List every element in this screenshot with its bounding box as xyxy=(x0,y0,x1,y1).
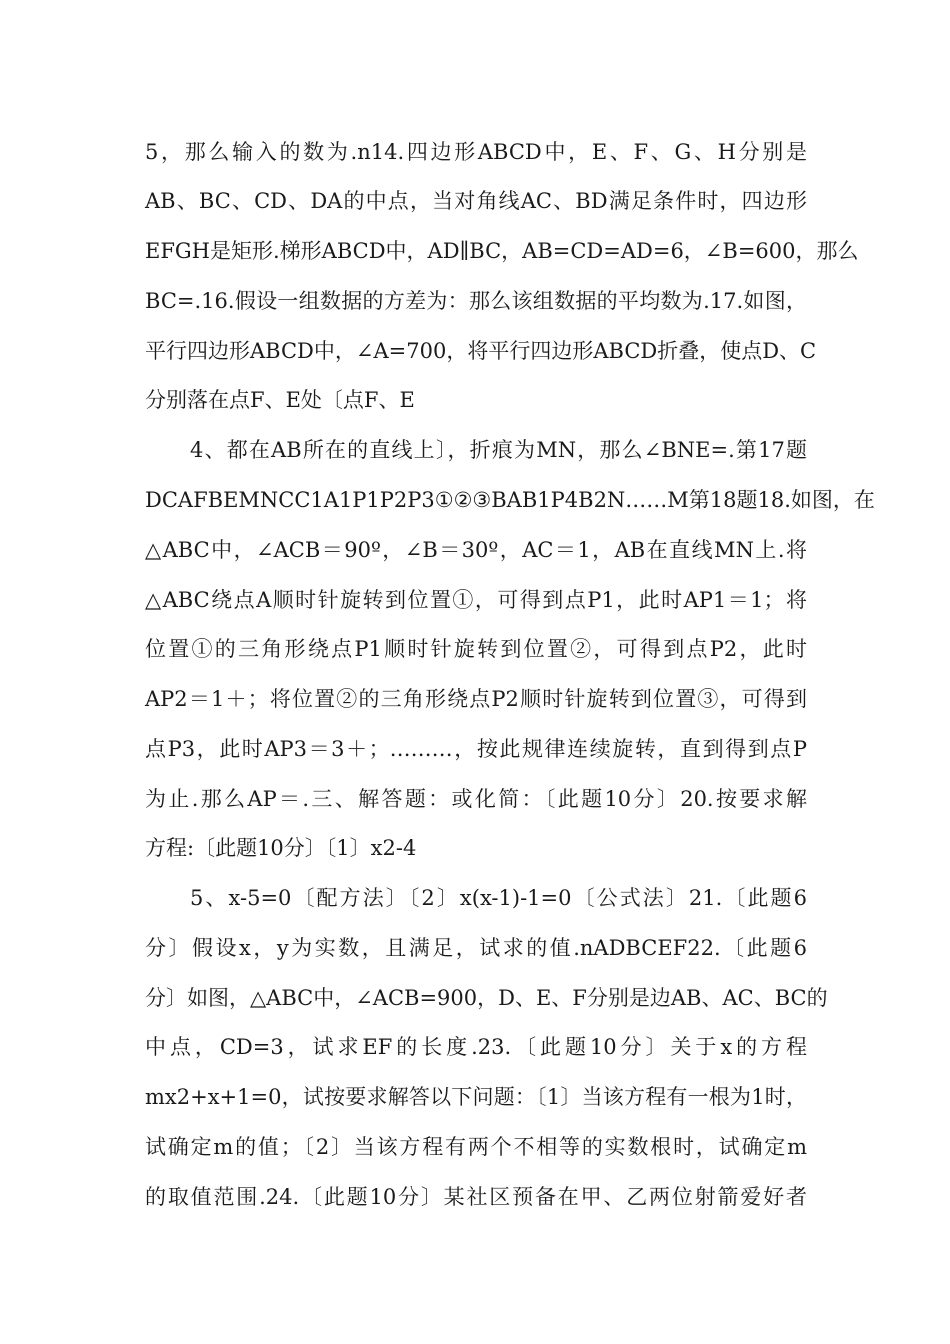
text-line-11: 位置①的三角形绕点P1顺时针旋转到位置②，可得到点P2，此时 xyxy=(145,637,807,661)
text-line-5: 平行四边形ABCD中，∠A=700，将平行四边形ABCD折叠，使点D、C xyxy=(145,339,817,363)
text-line-16: 5、x-5=0〔配方法〕〔2〕x(x-1)-1=0〔公式法〕21.〔此题6 xyxy=(190,886,807,910)
text-line-15: 方程:〔此题10分〕〔1〕x2-4 xyxy=(145,836,417,860)
text-line-14: 为止.那么AP＝.三、解答题：或化简：〔此题10分〕20.按要求解 xyxy=(145,787,807,811)
text-line-17: 分〕假设x，y为实数，且满足，试求的值.nADBCEF22.〔此题6 xyxy=(145,936,807,960)
text-line-8: DCAFBEMNCC1A1P1P2P3①②③BAB1P4B2N……M第18题18.如图，在 xyxy=(145,488,875,512)
text-line-9: △ABC中，∠ACB＝90º，∠B＝30º，AC＝1，AB在直线MN上.将 xyxy=(145,538,807,562)
text-line-22: 的取值范围.24.〔此题10分〕某社区预备在甲、乙两位射箭爱好者 xyxy=(145,1185,807,1209)
text-line-6: 分别落在点F、E处〔点F、E xyxy=(145,388,415,412)
text-line-7: 4、都在AB所在的直线上〕，折痕为MN，那么∠BNE=.第17题 xyxy=(190,438,807,462)
text-line-4: BC=.16.假设一组数据的方差为：那么该组数据的平均数为.17.如图， xyxy=(145,289,807,313)
text-line-18: 分〕如图，△ABC中，∠ACB=900，D、E、F分别是边AB、AC、BC的 xyxy=(145,986,828,1010)
text-line-2: AB、BC、CD、DA的中点，当对角线AC、BD满足条件时，四边形 xyxy=(145,189,807,213)
text-line-19: 中点，CD=3，试求EF的长度.23.〔此题10分〕关于x的方程 xyxy=(145,1035,807,1059)
text-line-10: △ABC绕点A顺时针旋转到位置①，可得到点P1，此时AP1＝1；将 xyxy=(145,588,807,612)
text-line-3: EFGH是矩形.梯形ABCD中，AD∥BC，AB=CD=AD=6，∠B=600，那么 xyxy=(145,239,859,263)
text-line-21: 试确定m的值；〔2〕当该方程有两个不相等的实数根时，试确定m xyxy=(145,1135,807,1159)
text-line-1: 5，那么输入的数为.n14.四边形ABCD中，E、F、G、H分别是 xyxy=(145,140,807,164)
text-line-13: 点P3，此时AP3＝3＋；………，按此规律连续旋转，直到得到点P xyxy=(145,737,807,761)
text-line-20: mx2+x+1=0，试按要求解答以下问题：〔1〕当该方程有一根为1时， xyxy=(145,1085,807,1109)
text-line-12: AP2＝1＋；将位置②的三角形绕点P2顺时针旋转到位置③，可得到 xyxy=(145,687,807,711)
